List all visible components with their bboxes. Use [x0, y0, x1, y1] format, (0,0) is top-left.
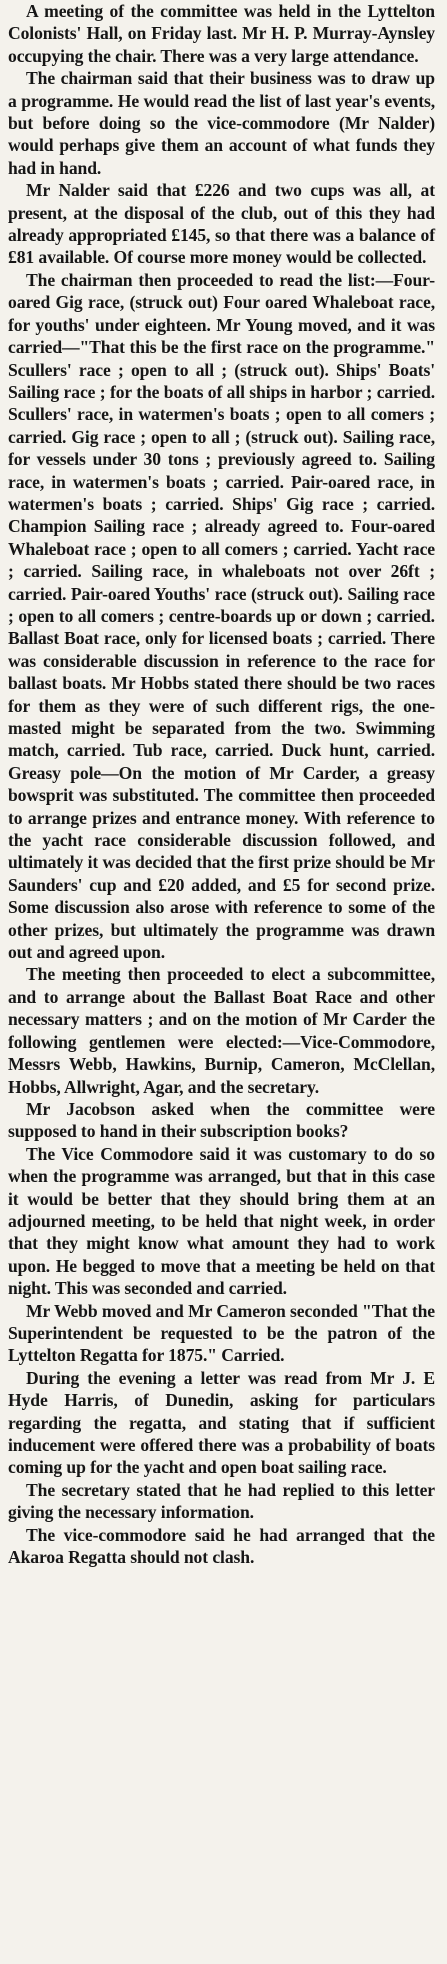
paragraph-chairman-programme: The chairman said that their business was to draw up a programme. He would read the list of last year's events, but before doing so the vice-commodore (Mr Nalder) would perhaps give them an account of what funds they had in hand.	[8, 68, 435, 178]
paragraph-vice-commodore-reply: The Vice Commodore said it was customary to do so when the programme was arranged, but that in this case it would be better that they should bring them at an adjourned meeting, to be held that night week, in order that they might know what amount they had to work upon. He begged to move that a meeting be held on that night. This was seconded and carried.	[8, 1143, 435, 1299]
paragraph-race-list: The chairman then proceeded to read the list:—Four-oared Gig race, (struck out) Four oared Whaleboat race, for youths' under eighteen. Mr Young moved, and it was carried—"That this be the first race on the programme." Scullers' race ; open to all ; (struck out). Ships' Boats' Sailing race ; for the boats of all ships in harbor ; carried. Scullers' race, in watermen's boats ; open to all comers ; carried. Gig race ; open to all ; (struck out). Sailing race, for vessels under 30 tons ; previously agreed to. Sailing race, in watermen's boats ; carried. Pair-oared race, in watermen's boats ; carried. Ships' Gig race ; carried. Champion Sailing race ; already agreed to. Four-oared Whaleboat race ; open to all comers ; carried. Yacht race ; carried. Sailing race, in whaleboats not over 26ft ; carried. Pair-oared Youths' race (struck out). Sailing race ; open to all comers ; centre-boards up or down ; carried. Ballast Boat race, only for licensed boats ; carried. There was considerable discussion in reference to the race for ballast boats. Mr Hobbs stated there should be two races for them as they were of such different rigs, the one-masted might be separated from the two. Swimming match, carried. Tub race, carried. Duck hunt, carried. Greasy pole—On the motion of Mr Carder, a greasy bowsprit was substituted. The committee then proceeded to arrange prizes and entrance money. With reference to the yacht race considerable discussion followed, and ultimately it was decided that the first prize should be Mr Saunders' cup and £20 added, and £5 for second prize. Some discussion also arose with reference to some of the other prizes, but ultimately the programme was drawn out and agreed upon.	[8, 269, 435, 963]
paragraph-akaroa-regatta: The vice-commodore said he had arranged that the Akaroa Regatta should not clash.	[8, 1524, 435, 1568]
paragraph-nalder-funds: Mr Nalder said that £226 and two cups was all, at present, at the disposal of the club, out of this they had already appropriated £145, so that there was a balance of £81 available. Of course more money would be collected.	[8, 180, 435, 268]
paragraph-jacobson-question: Mr Jacobson asked when the committee were supposed to hand in their subscription books?	[8, 1098, 435, 1142]
paragraph-secretary-reply: The secretary stated that he had replied to this letter giving the necessary information.	[8, 1479, 435, 1523]
paragraph-dunedin-letter: During the evening a letter was read from Mr J. E Hyde Harris, of Dunedin, asking for particulars regarding the regatta, and stating that if sufficient inducement were offered there was a probability of boats coming up for the yacht and open boat sailing race.	[8, 1367, 435, 1478]
paragraph-subcommittee: The meeting then proceeded to elect a subcommittee, and to arrange about the Ballast Boat Race and other necessary matters ; and on the motion of Mr Carder the following gentlemen were elected:—Vice-Commodore, Messrs Webb, Hawkins, Burnip, Cameron, McClellan, Hobbs, Allwright, Agar, and the secretary.	[8, 964, 435, 1097]
paragraph-meeting-held: A meeting of the committee was held in the Lyttelton Colonists' Hall, on Friday last. Mr H. P. Murray-Aynsley occupying the chair. There was a very large attendance.	[8, 1, 435, 66]
paragraph-patron-motion: Mr Webb moved and Mr Cameron seconded "That the Superintendent be requested to be the patron of the Lyttelton Regatta for 1875." Carried.	[8, 1300, 435, 1366]
